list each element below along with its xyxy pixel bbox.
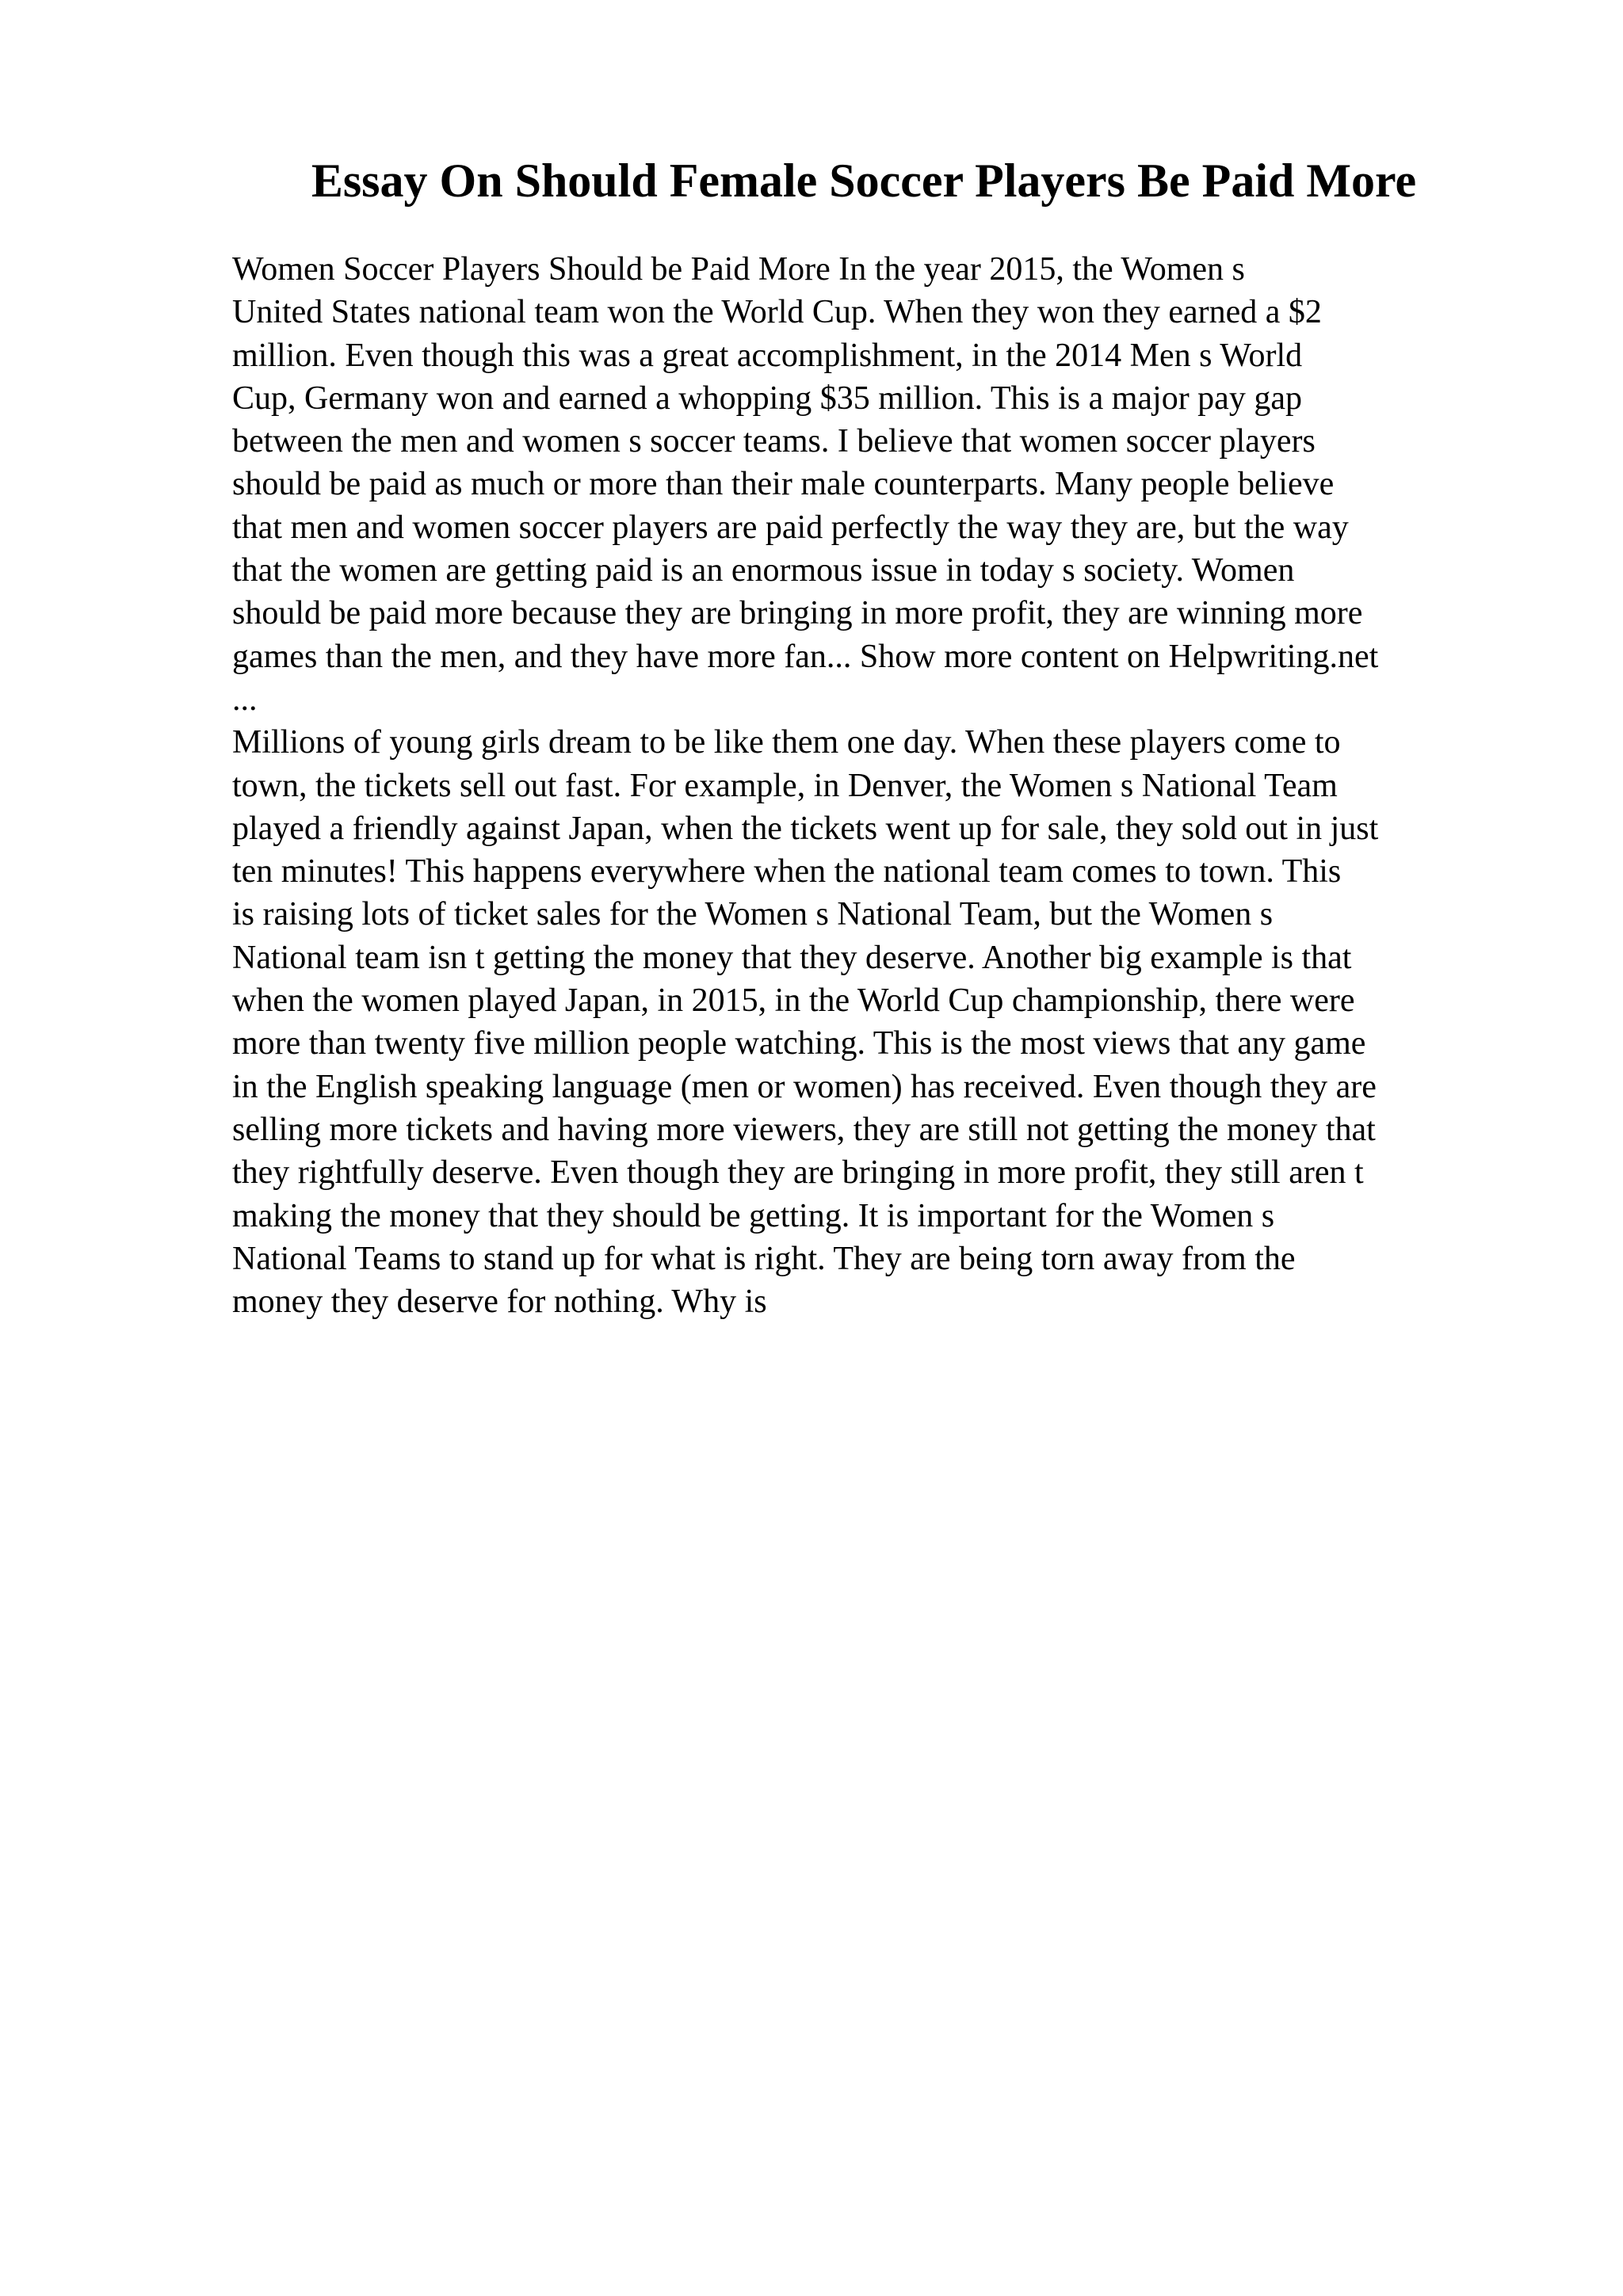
body-line: between the men and women s soccer teams. I believe that women soccer players <box>232 423 1316 460</box>
body-line: when the women played Japan, in 2015, in the World Cup championship, there were <box>232 982 1355 1020</box>
body-line: selling more tickets and having more viewers, they are still not getting the money that <box>232 1111 1376 1148</box>
body-line-ellipsis: ... <box>232 681 258 718</box>
body-line: games than the men, and they have more fan... Show more content on Helpwriting.net <box>232 638 1379 675</box>
document-title: Essay On Should Female Soccer Players Be Paid More <box>311 154 1417 207</box>
body-line: Millions of young girls dream to be like them one day. When these players come to <box>232 724 1341 761</box>
body-line: United States national team won the World Cup. When they won they earned a $2 <box>232 294 1322 331</box>
body-line: is raising lots of ticket sales for the Women s National Team, but the Women s <box>232 896 1274 933</box>
body-line: more than twenty five million people watching. This is the most views that any game <box>232 1025 1366 1062</box>
body-line: town, the tickets sell out fast. For example, in Denver, the Women s National Team <box>232 767 1338 804</box>
document-body <box>232 248 1516 1323</box>
body-line: should be paid as much or more than their male counterparts. Many people believe <box>232 466 1335 503</box>
body-line: that the women are getting paid is an enormous issue in today s society. Women <box>232 552 1295 589</box>
body-line: they rightfully deserve. Even though they are bringing in more profit, they still aren t <box>232 1154 1364 1192</box>
body-line: played a friendly against Japan, when the tickets went up for sale, they sold out in just <box>232 810 1379 847</box>
body-line: money they deserve for nothing. Why is <box>232 1283 767 1321</box>
body-line: making the money that they should be getting. It is important for the Women s <box>232 1197 1275 1234</box>
body-line: Cup, Germany won and earned a whopping $35 million. This is a major pay gap <box>232 379 1302 417</box>
body-line: million. Even though this was a great accomplishment, in the 2014 Men s World <box>232 337 1303 374</box>
body-line: in the English speaking language (men or women) has received. Even though they are <box>232 1068 1377 1105</box>
body-line: Women Soccer Players Should be Paid More In the year 2015, the Women s <box>232 251 1245 288</box>
body-line: should be paid more because they are bringing in more profit, they are winning more <box>232 595 1363 632</box>
body-line: ten minutes! This happens everywhere when the national team comes to town. This <box>232 853 1342 891</box>
body-line: that men and women soccer players are paid perfectly the way they are, but the way <box>232 509 1349 546</box>
body-line: National Teams to stand up for what is right. They are being torn away from the <box>232 1240 1296 1277</box>
body-line: National team isn t getting the money that they deserve. Another big example is that <box>232 939 1352 976</box>
